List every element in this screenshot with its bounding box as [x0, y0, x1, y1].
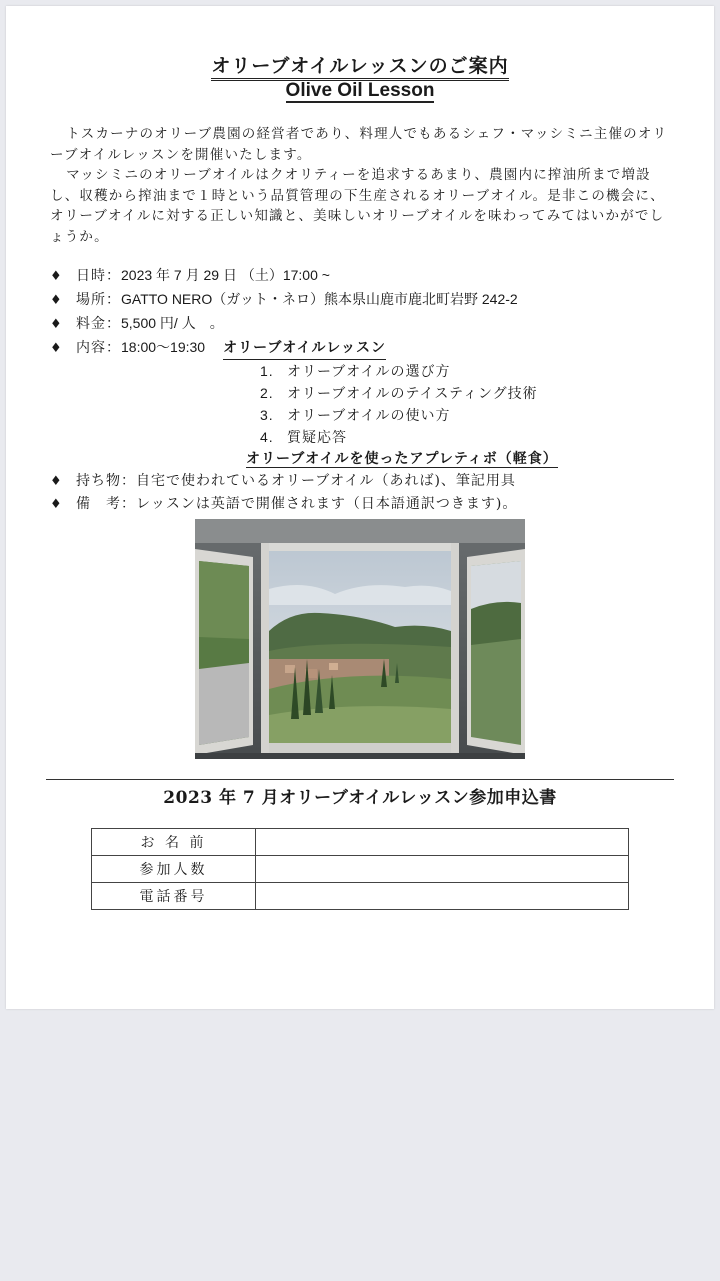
detail-place	[50, 288, 690, 312]
phone-field[interactable]	[256, 883, 629, 910]
detail-label: 場所：	[76, 292, 121, 308]
aperitivo-heading	[50, 448, 690, 470]
detail-label: 料金：	[76, 316, 121, 332]
step-text: オリーブオイルの使い方	[287, 408, 451, 424]
window-view-photo	[195, 519, 525, 759]
detail-label: 備 考：	[76, 496, 136, 512]
intro-paragraph-1: トスカーナのオリーブ農園の経営者であり、料理人でもあるシェフ・マッシミニ主催のオリーブオイルレッスンを開催いたします。	[50, 126, 668, 163]
detail-value: 5,500 円/ 人 。	[121, 315, 224, 331]
name-field[interactable]	[256, 829, 629, 856]
aperitivo-text: オリーブオイルを使ったアプレティボ（軽食）	[246, 451, 558, 467]
participants-label: 参加人数	[92, 856, 256, 883]
detail-label: 日時：	[76, 268, 121, 284]
lesson-steps	[50, 360, 690, 448]
detail-belongings	[50, 470, 690, 493]
application-form-title: 2023 年 7 月オリーブオイルレッスン参加申込書	[163, 788, 557, 808]
detail-date	[50, 264, 690, 288]
event-details	[50, 264, 690, 516]
detail-content	[50, 336, 690, 360]
detail-label: 内容：	[76, 340, 121, 356]
document-subtitle-text: Olive Oil Lesson	[285, 80, 435, 101]
document-title	[6, 51, 714, 78]
name-label: お 名 前	[92, 829, 256, 856]
step-number: 4.	[260, 429, 274, 445]
step-number: 3.	[260, 407, 274, 423]
detail-value: 自宅で使われているオリーブオイル（あれば)、筆記用具	[136, 473, 516, 489]
step-number: 2.	[260, 385, 274, 401]
diamond-bullet-icon: ♦	[50, 497, 62, 512]
detail-value: レッスンは英語で開催されます（日本語通訳つきます)。	[136, 496, 518, 512]
step-text: オリーブオイルのテイスティング技術	[287, 386, 538, 402]
document-title-text: オリーブオイルレッスンのご案内	[211, 55, 508, 81]
diamond-bullet-icon: ♦	[50, 293, 62, 308]
application-form-table	[91, 828, 629, 910]
detail-fee	[50, 312, 690, 336]
detail-notes	[50, 493, 690, 516]
detail-value: 2023 年 7 月 29 日 （土）17:00 ~	[121, 267, 330, 283]
diamond-bullet-icon: ♦	[50, 474, 62, 489]
detail-label: 持ち物：	[76, 473, 136, 489]
intro-paragraph-2: マッシミニのオリーブオイルはクオリティーを追求するあまり、農園内に搾油所まで増設し、収穫から搾油まで１時という品質管理の下生産されるオリーブオイル。是非この機会に、オリーブオイルに対する正しい知識と、美味しいオリーブオイルを味わってみてはいかがでしょうか。	[50, 167, 665, 245]
diamond-bullet-icon: ♦	[50, 341, 62, 356]
table-row	[92, 856, 629, 883]
list-item	[260, 360, 690, 382]
list-item	[260, 382, 690, 404]
step-text: 質疑応答	[287, 430, 347, 446]
step-text: オリーブオイルの選び方	[287, 364, 451, 380]
detail-value: GATTO NERO（ガット・ネロ）熊本県山鹿市鹿北町岩野 242-2	[121, 291, 518, 307]
intro-text	[50, 124, 678, 247]
diamond-bullet-icon: ♦	[50, 317, 62, 332]
list-item	[260, 404, 690, 426]
participants-field[interactable]	[256, 856, 629, 883]
diamond-bullet-icon: ♦	[50, 269, 62, 284]
section-divider	[46, 779, 674, 780]
list-item	[260, 426, 690, 448]
table-row	[92, 829, 629, 856]
course-title: オリーブオイルレッスン	[223, 337, 386, 360]
document-page	[6, 6, 714, 1009]
window-view-illustration	[195, 519, 525, 759]
phone-label: 電話番号	[92, 883, 256, 910]
table-row	[92, 883, 629, 910]
step-number: 1.	[260, 363, 274, 379]
detail-time: 18:00～19:30	[121, 339, 206, 355]
document-subtitle	[6, 80, 714, 102]
